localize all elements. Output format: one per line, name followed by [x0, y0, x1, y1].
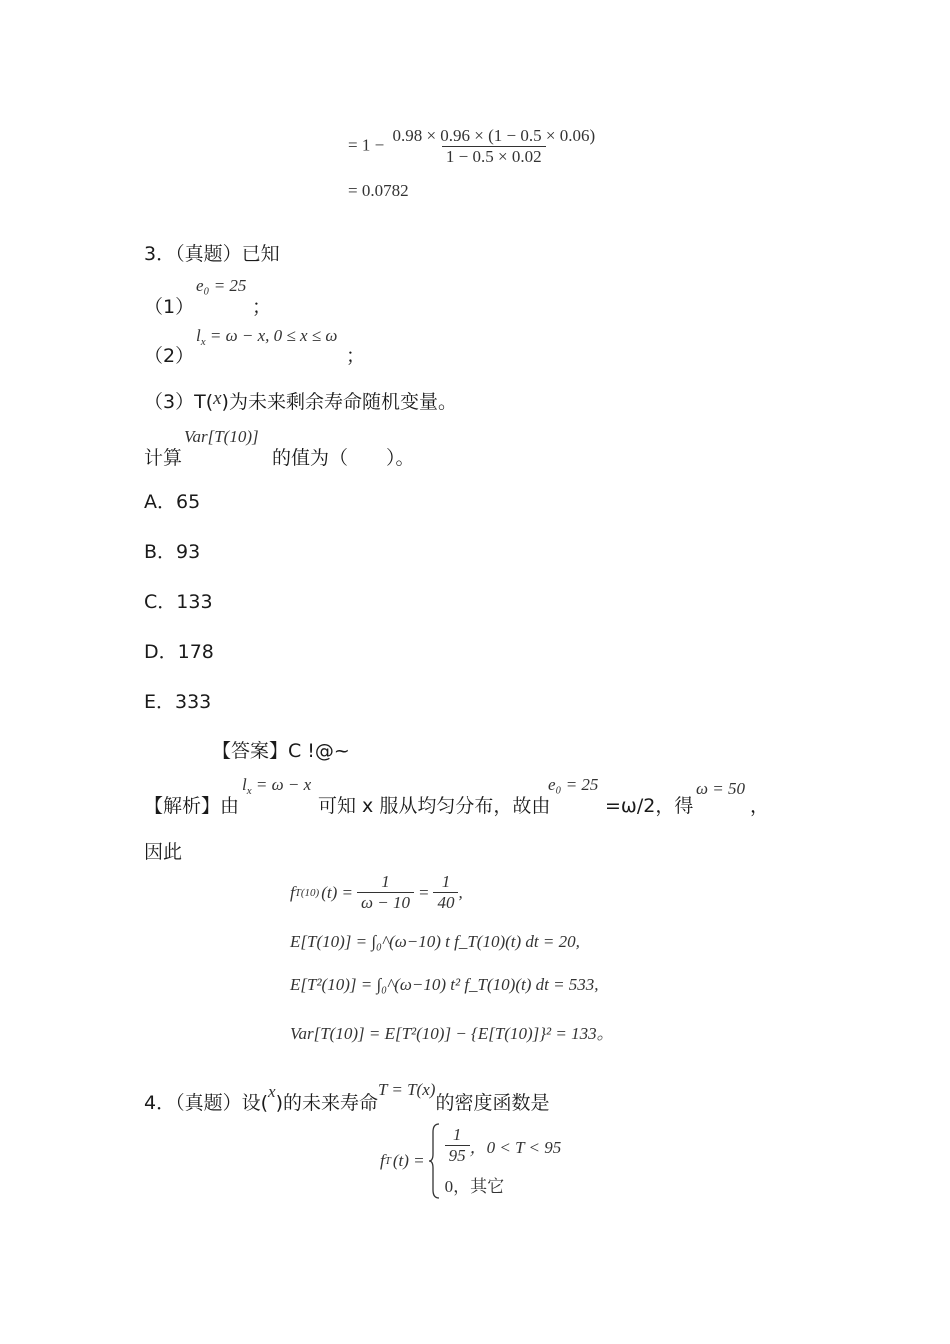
q3-item3-var: x: [213, 388, 222, 409]
top-calc-numerator: 0.98 × 0.96 × (1 − 0.5 × 0.06): [392, 126, 596, 145]
q3-density-end: ,: [458, 882, 463, 902]
q4-pdf-lhs-rest: (t) =: [392, 1151, 425, 1170]
q3-analysis-mid1: 可知 x 服从均匀分布，故由: [318, 795, 551, 817]
q3-option-b: B．93: [144, 541, 201, 563]
q3-density-f: f: [290, 882, 295, 902]
q4-pdf-f: f: [380, 1151, 385, 1170]
q3-item1-formula: e₀ = 25: [196, 276, 247, 295]
q3-option-a: A．65: [144, 491, 201, 513]
q3-analysis-prefix: 【解析】由: [144, 795, 240, 817]
q3-option-c: C．133: [144, 591, 213, 613]
q4-pdf-case1-den: 95: [445, 1145, 470, 1166]
q4-pdf-case1: [445, 1125, 562, 1166]
q3-item2-end: ；: [346, 345, 366, 367]
q4-pdf-sub: T: [384, 1155, 391, 1167]
q3-analysis-formula1: [242, 775, 311, 797]
q3-item3: [144, 387, 457, 414]
q3-density-sub: T(10): [294, 886, 320, 899]
q3-calc-suffix: 的值为（ ）。: [272, 447, 415, 469]
q3-analysis-end: ，: [750, 795, 770, 817]
q4-pdf-brace: [429, 1122, 441, 1200]
q3-item2-formula: [196, 326, 337, 348]
q3-analysis-formula3: ω = 50: [696, 779, 745, 798]
q3-analysis-f1-rest: = ω − x: [251, 775, 312, 794]
q3-density-line: [290, 872, 463, 913]
top-calc-denominator: 1 − 0.5 × 0.02: [442, 146, 546, 167]
q4-heading-formula: T = T(x): [377, 1080, 436, 1099]
q3-density-mid: (t) =: [321, 882, 353, 902]
q3-density-frac2: [433, 872, 458, 913]
q4-pdf-case1-cond: ，0 < T < 95: [469, 1138, 562, 1157]
q3-item2-label: （2）: [144, 345, 195, 367]
q3-density-frac1: [357, 872, 414, 913]
q4-pdf-case1-num: 1: [452, 1125, 462, 1144]
q4-heading-suffix: 的密度函数是: [435, 1092, 550, 1114]
q4-heading-mid: )的未来寿命: [275, 1092, 378, 1114]
q3-item2-sub: x: [200, 336, 206, 348]
q3-item1-end: ；: [252, 296, 272, 318]
q3-therefore: 因此: [144, 841, 183, 863]
q3-density-eq: =: [417, 882, 430, 902]
q3-analysis-mid2: =ω/2，得: [605, 795, 694, 817]
q3-analysis-f1-sub: x: [246, 785, 252, 797]
q4-heading-var: x: [268, 1082, 276, 1101]
q4-pdf-case2: 0，其它: [444, 1177, 505, 1196]
q3-variance-line: Var[T(10)] = E[T²(10)] − {E[T(10)]}² = 133。: [290, 1024, 614, 1043]
q3-density-frac2-den: 40: [433, 892, 458, 913]
top-calc-prefix: = 1 −: [348, 135, 385, 155]
q3-second-moment-line: E[T²(10)] = ∫₀^(ω−10) t² f_T(10)(t) dt = 533,: [290, 975, 599, 994]
top-calc-fraction: [388, 126, 599, 167]
q4-pdf-cases: [445, 1125, 562, 1197]
top-calc-line2: = 0.0782: [348, 181, 409, 200]
q3-density-frac2-num: 1: [441, 872, 451, 891]
q3-item2-rest: = ω − x, 0 ≤ x ≤ ω: [205, 326, 338, 345]
q4-heading-prefix: 4．（真题）设(: [144, 1092, 269, 1114]
q4-heading: [144, 1080, 550, 1115]
top-calc-line1: [348, 126, 599, 167]
q3-item2-l: l: [196, 326, 201, 345]
q4-pdf: [380, 1122, 561, 1200]
q3-option-d: D．178: [144, 641, 214, 663]
q3-option-e: E．333: [144, 691, 212, 713]
q3-expectation-line: E[T(10)] = ∫₀^(ω−10) t f_T(10)(t) dt = 20,: [290, 932, 580, 951]
q3-item3-suffix: )为未来剩余寿命随机变量。: [221, 391, 457, 413]
q3-density-frac1-den: ω − 10: [357, 892, 414, 913]
q4-pdf-case1-frac: [445, 1125, 470, 1166]
q3-density-frac1-num: 1: [381, 872, 390, 891]
q3-item1: [144, 292, 194, 319]
q3-calc-prefix: 计算: [144, 447, 183, 469]
q3-answer: 【答案】C !@~: [212, 740, 350, 762]
q3-item3-prefix: （3）T(: [144, 391, 214, 413]
q3-calc-formula: Var[T(10)]: [184, 427, 259, 446]
q3-heading: 3．（真题）已知: [144, 243, 280, 265]
q3-analysis-f1-l: l: [242, 775, 247, 794]
q3-analysis-formula2: e₀ = 25: [548, 775, 599, 794]
q3-item1-label: （1）: [144, 296, 195, 318]
